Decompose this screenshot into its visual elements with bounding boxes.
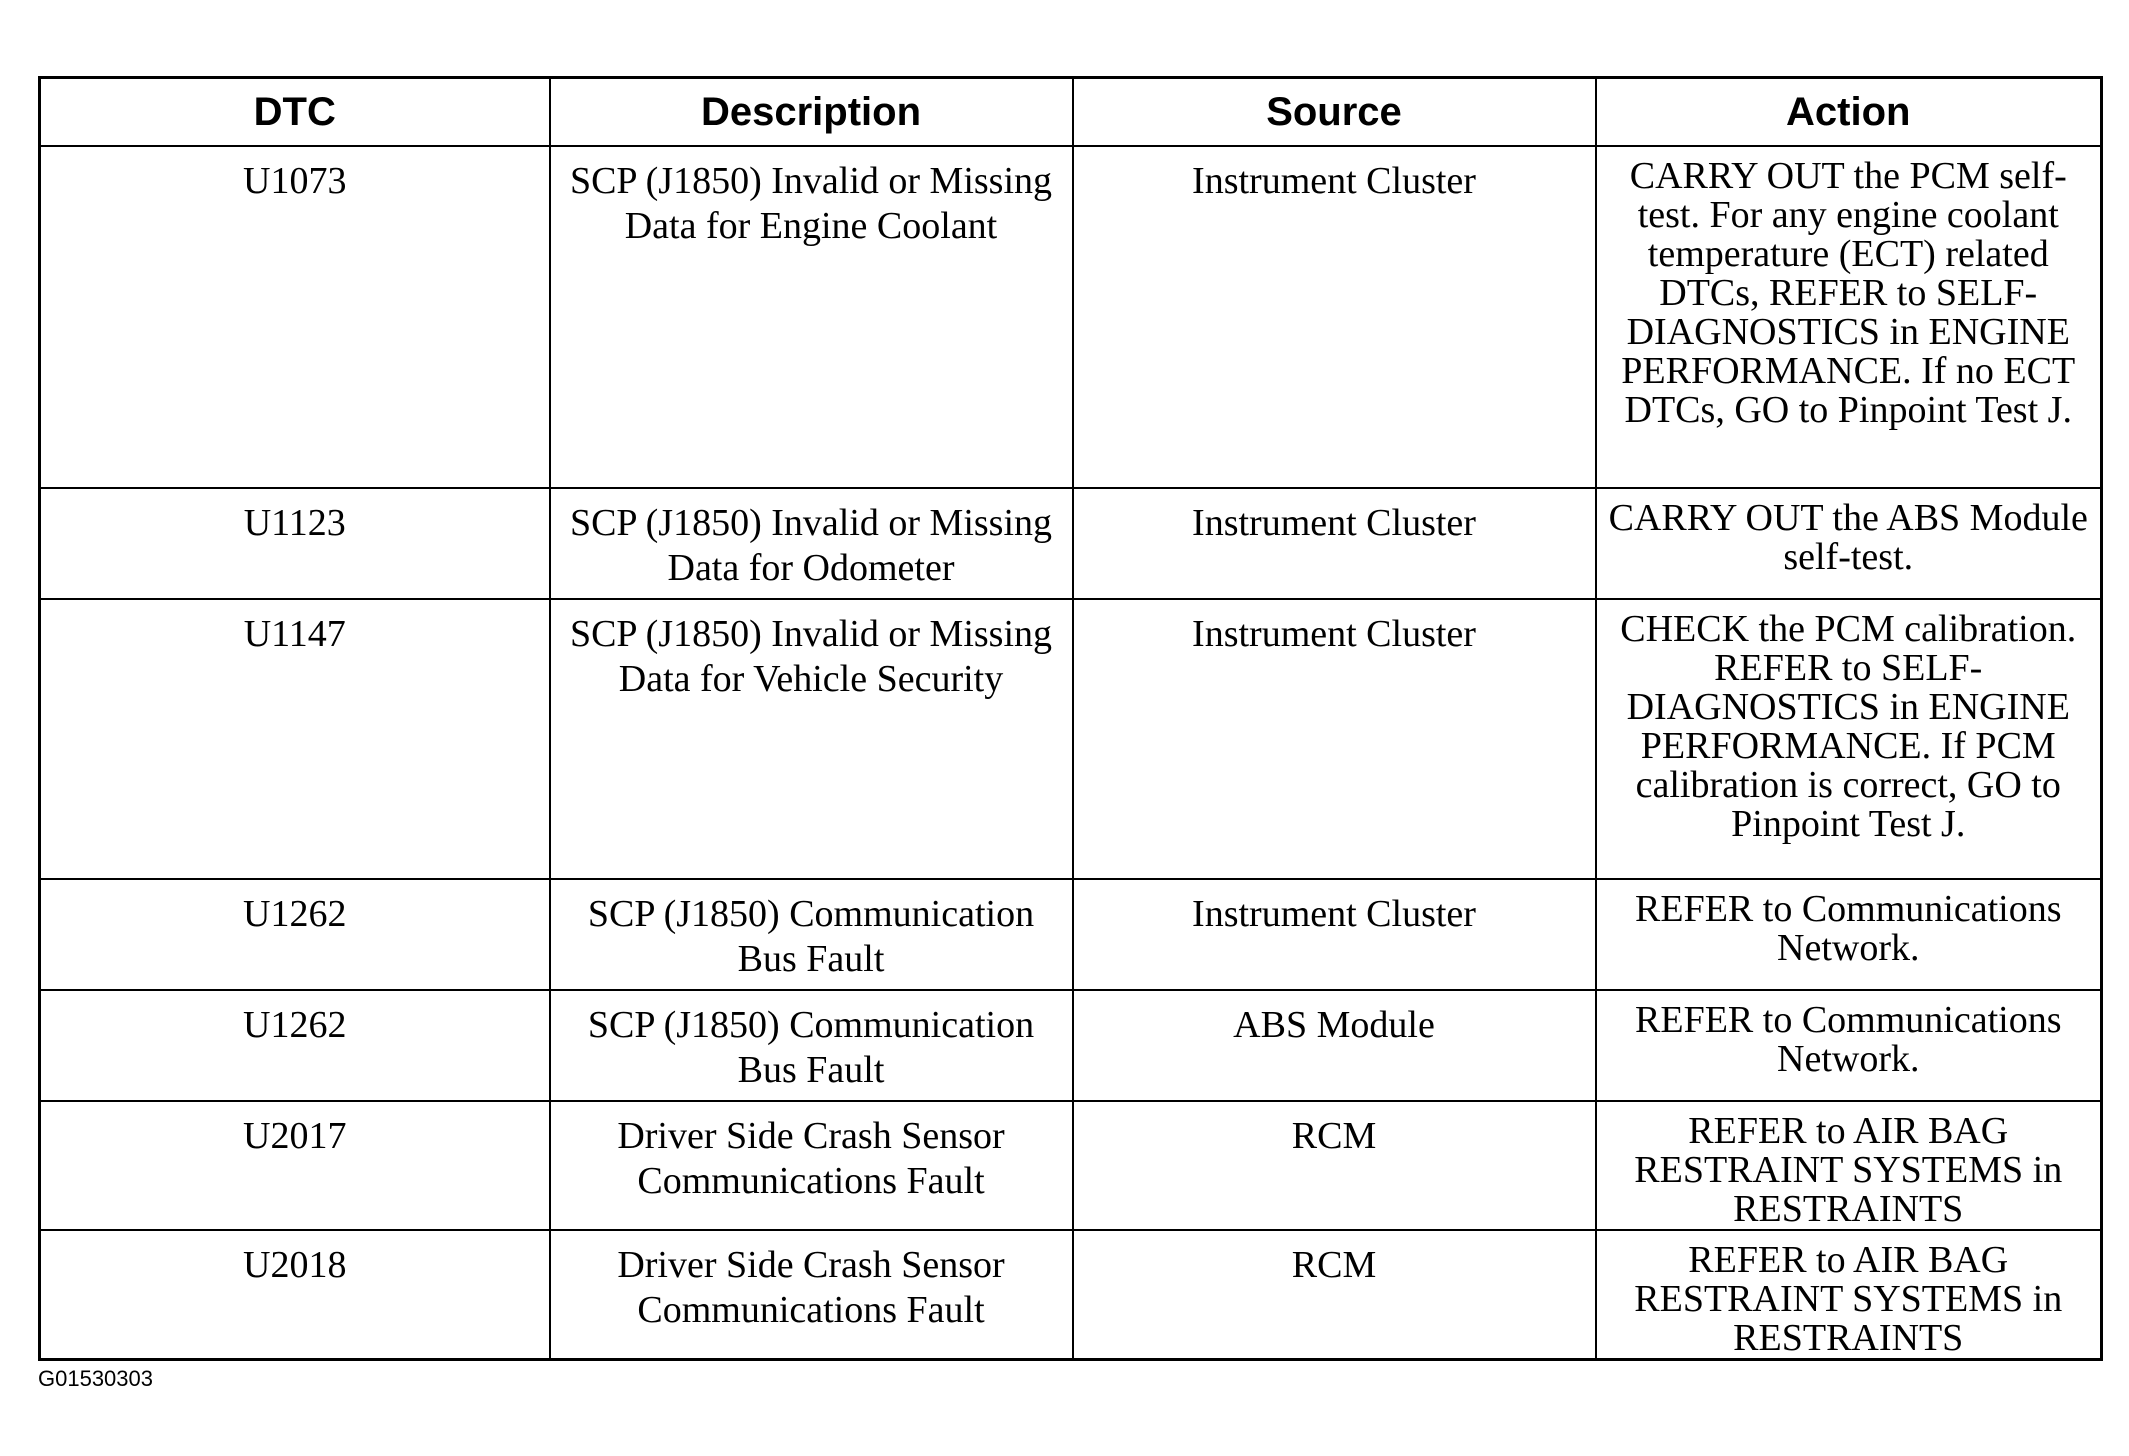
dtc-table bbox=[38, 76, 2103, 1361]
cell-description: SCP (J1850) Communication Bus Fault bbox=[550, 879, 1073, 990]
table-row bbox=[40, 1101, 2102, 1230]
header-action: Action bbox=[1596, 78, 2102, 147]
cell-dtc: U2017 bbox=[40, 1101, 550, 1230]
table-row bbox=[40, 879, 2102, 990]
cell-action: REFER to Communications Network. bbox=[1596, 990, 2102, 1101]
header-description: Description bbox=[550, 78, 1073, 147]
cell-dtc: U1262 bbox=[40, 879, 550, 990]
cell-description: Driver Side Crash Sensor Communications Fault bbox=[550, 1101, 1073, 1230]
cell-source: Instrument Cluster bbox=[1073, 879, 1596, 990]
cell-dtc: U1147 bbox=[40, 599, 550, 879]
cell-action: CHECK the PCM calibration. REFER to SELF-DIAGNOSTICS in ENGINE PERFORMANCE. If PCM calibration is correct, GO to Pinpoint Test J. bbox=[1596, 599, 2102, 879]
cell-dtc: U2018 bbox=[40, 1230, 550, 1360]
cell-source: RCM bbox=[1073, 1230, 1596, 1360]
header-source: Source bbox=[1073, 78, 1596, 147]
cell-dtc: U1073 bbox=[40, 146, 550, 488]
cell-source: ABS Module bbox=[1073, 990, 1596, 1101]
cell-dtc: U1123 bbox=[40, 488, 550, 599]
cell-dtc: U1262 bbox=[40, 990, 550, 1101]
figure-id: G01530303 bbox=[38, 1366, 153, 1391]
cell-description: SCP (J1850) Invalid or Missing Data for Vehicle Security bbox=[550, 599, 1073, 879]
header-row bbox=[40, 78, 2102, 147]
cell-action: CARRY OUT the PCM self-test. For any engine coolant temperature (ECT) related DTCs, REFER to SELF-DIAGNOSTICS in ENGINE PERFORMANCE. If no ECT DTCs, GO to Pinpoint Test J. bbox=[1596, 146, 2102, 488]
cell-source: Instrument Cluster bbox=[1073, 488, 1596, 599]
cell-action: REFER to Communications Network. bbox=[1596, 879, 2102, 990]
cell-source: RCM bbox=[1073, 1101, 1596, 1230]
cell-description: SCP (J1850) Communication Bus Fault bbox=[550, 990, 1073, 1101]
table-row bbox=[40, 599, 2102, 879]
table-row bbox=[40, 488, 2102, 599]
cell-description: SCP (J1850) Invalid or Missing Data for Engine Coolant bbox=[550, 146, 1073, 488]
cell-description: Driver Side Crash Sensor Communications Fault bbox=[550, 1230, 1073, 1360]
cell-action: REFER to AIR BAG RESTRAINT SYSTEMS in RESTRAINTS bbox=[1596, 1101, 2102, 1230]
cell-source: Instrument Cluster bbox=[1073, 599, 1596, 879]
cell-action: REFER to AIR BAG RESTRAINT SYSTEMS in RESTRAINTS bbox=[1596, 1230, 2102, 1360]
table-row bbox=[40, 146, 2102, 488]
cell-source: Instrument Cluster bbox=[1073, 146, 1596, 488]
table-row bbox=[40, 990, 2102, 1101]
cell-description: SCP (J1850) Invalid or Missing Data for Odometer bbox=[550, 488, 1073, 599]
table-row bbox=[40, 1230, 2102, 1360]
header-dtc: DTC bbox=[40, 78, 550, 147]
cell-action: CARRY OUT the ABS Module self-test. bbox=[1596, 488, 2102, 599]
